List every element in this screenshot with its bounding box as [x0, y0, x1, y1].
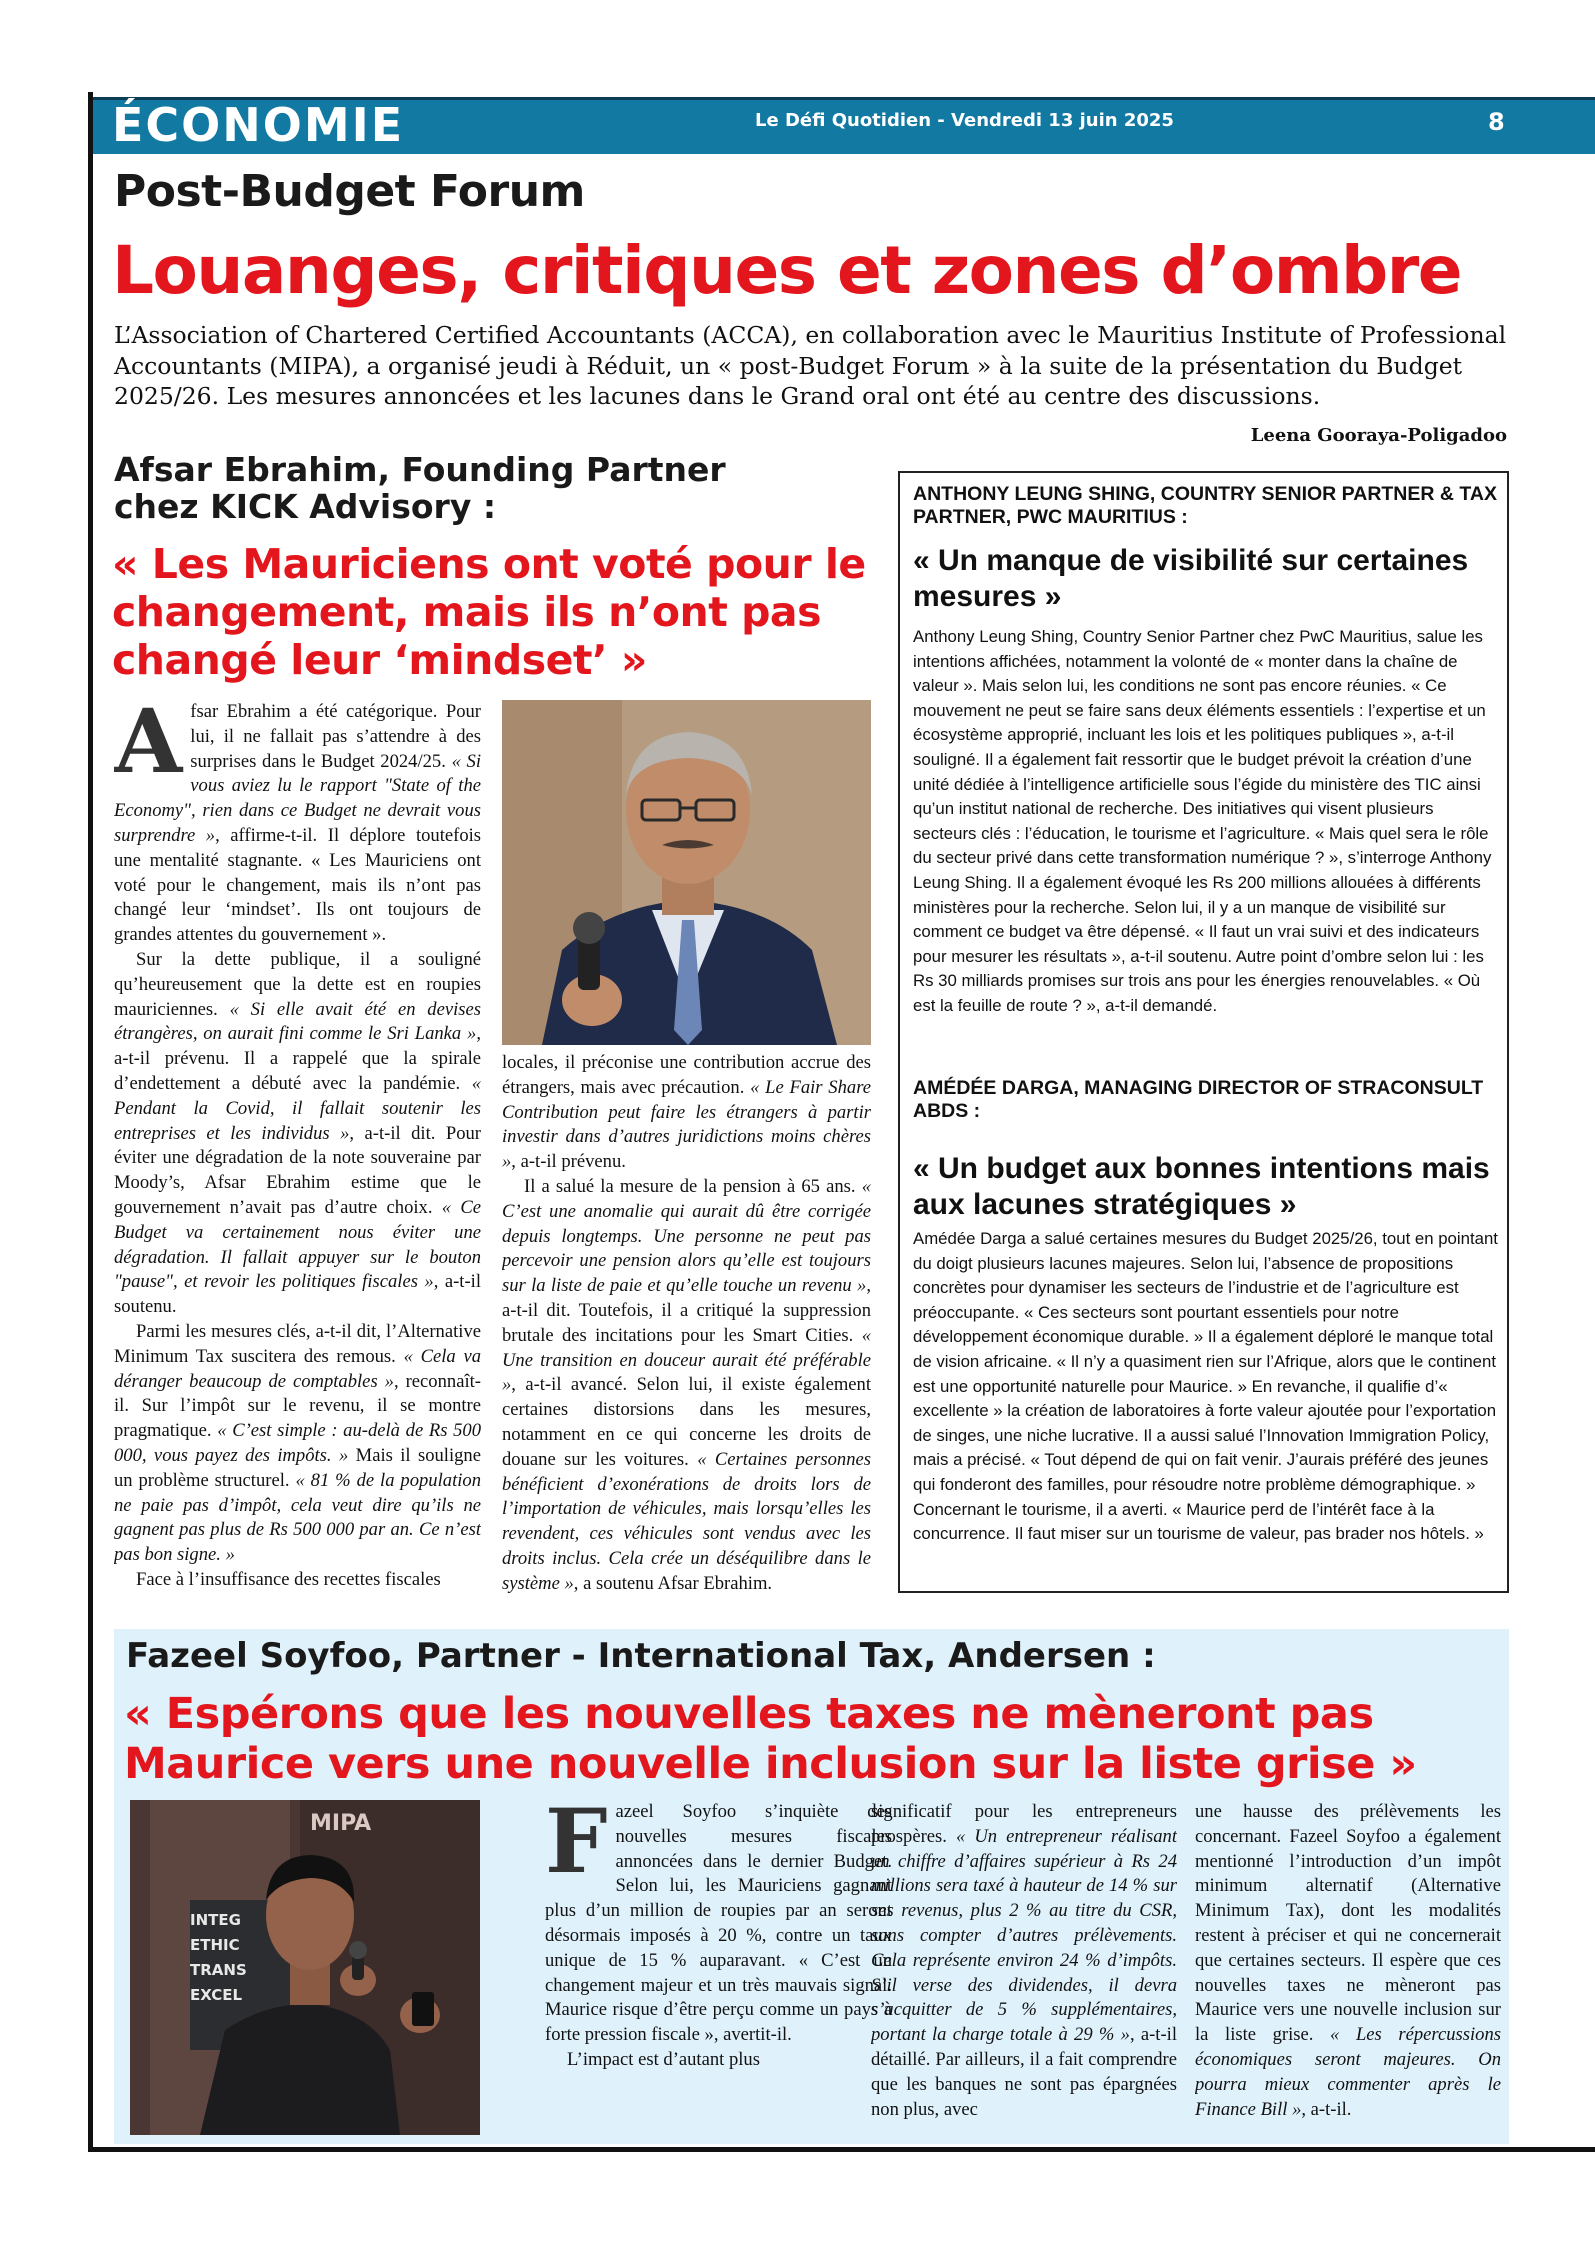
fazeel-quote-headline — [124, 1689, 1417, 1789]
afsar-speaker-line2: chez KICK Advisory : — [114, 487, 497, 526]
afsar-ebrahim-photo — [502, 700, 871, 1045]
anthony-quote: « Un manque de visibilité sur certaines mesures » — [913, 544, 1469, 613]
fazeel-section — [114, 1629, 1509, 2144]
lead-paragraph: L’Association of Chartered Certified Accountants (ACCA), en collaboration avec le Mauritius Institute of Professional Accountants (MIPA), a organisé jeudi à Réduit, un « post-Budget Forum » à la suite de la présentation du Budget 2025/26. Les mesures annoncées et les lacunes dans le Grand oral ont été au centre des discussions. — [114, 321, 1507, 410]
afsar-dropcap: A — [114, 700, 183, 793]
afsar-column-2: locales, il préconise une contribution accrue des étrangers, mais avec précaution. « Le Fair Share Contribution peut faire les étrangers à partir investir dans d’autres juridictions moins chères », a-t-il prévenu. Il a salué la mesure de la pension à 65 ans. « C’est une anomalie qui aurait dû être corrigée depuis longtemps. Une personne ne peut pas percevoir une pension alors qu’elle est toujours sur la liste de paie et qu’elle touche un revenu », a-t-il dit. Toutefois, il a critiqué la suppression brutale des incitations pour les Smart Cities. « Une transition en douceur aurait été préférable », a-t-il avancé. Selon lui, il existe également certaines distorsions dans les mesures, notamment en ce qui concerne les droits de douane sur les voitures. « Certaines personnes bénéficient d’exonérations de droits lors de l’importation de véhicules, mais lorsqu’elles les revendent, ces véhicules sont vendus avec les droits inclus. Cela crée un déséquilibre dans le système », a soutenu Afsar Ebrahim. — [502, 1052, 871, 1594]
photo-banner-text-1: INTEG — [190, 1911, 241, 1929]
afsar-speaker — [114, 451, 874, 525]
amedee-quote: « Un budget aux bonnes intentions mais aux lacunes stratégiques » — [913, 1152, 1490, 1221]
photo-backdrop-logo: MIPA — [310, 1811, 372, 1836]
kicker: Post-Budget Forum — [114, 166, 585, 217]
anthony-header: ANTHONY LEUNG SHING, COUNTRY SENIOR PARTNER & TAX PARTNER, PWC MAURITIUS : — [913, 483, 1497, 528]
anthony-body: Anthony Leung Shing, Country Senior Partner chez PwC Mauritius, salue les intentions affichées, notamment la volonté de « monter dans la chaîne de valeur ». Mais selon lui, les conditions ne sont pas encore réunies. « Ce mouvement ne peut se faire sans deux éléments essentiels : l’expertise et un écosystème approprié, incluant les lois et les politiques publiques », a-t-il souligné. Il a également fait ressortir que le budget prévoit la création d’une unité dédiée à l’intelligence artificielle sous l’égide du ministère des TIC ainsi qu’un institut national de recherche. Des initiatives qui visent plusieurs secteurs clés : l’éducation, le tourisme et l’agriculture. « Mais quel sera le rôle du secteur privé dans cette transformation numérique ? », s’interroge Anthony Leung Shing. Il a également évoqué les Rs 200 millions allouées à différents ministères pour la recherche. Selon lui, il y a un manque de visibilité sur comment ce budget va être dépensé. « Il faut un vrai suivi et des indicateurs pour mesurer les résultats », a-t-il soutenu. Autre point d’ombre selon lui : les Rs 30 milliards promises sur trois ans pour les énergies renouvelables. « Où est la feuille de route ? », a-t-il demandé. — [913, 627, 1492, 1015]
fazeel-portrait-illustration — [130, 1800, 480, 2135]
amedee-header: AMÉDÉE DARGA, MANAGING DIRECTOR OF STRACONSULT ABDS : — [913, 1077, 1484, 1122]
photo-banner-text-4: EXCEL — [190, 1986, 243, 2004]
photo-banner-text-3: TRANS — [190, 1961, 247, 1979]
sidebar-box — [898, 471, 1509, 1593]
headline: Louanges, critiques et zones d’ombre — [112, 232, 1462, 309]
fazeel-quote-line2: Maurice vers une nouvelle inclusion sur la liste grise » — [124, 1739, 1417, 1789]
afsar-column-1: Afsar Ebrahim a été catégorique. Pour lui, il ne fallait pas s’attendre à des surprises dans le Budget 2024/25. « Si vous aviez lu le rapport "State of the Economy", rien dans ce Budget ne devrait vous surprendre », affirme-t-il. Il déplore toutefois une mentalité stagnante. « Les Mauriciens ont voté pour le changement, mais ils n’ont pas changé leur ‘mindset’. Ils ont toujours de grandes attentes du gouvernement ». Sur la dette publique, il a souligné qu’heureusement que la dette est en roupies mauriciennes. « Si elle avait été en devises étrangères, on aurait fini comme le Sri Lanka », a-t-il prévenu. Il a rappelé que la spirale d’endettement a débuté avec la pandémie. « Pendant la Covid, il fallait soutenir les entreprises et les individus », a-t-il dit. Pour éviter une dégradation de la note souveraine par Moody’s, Afsar Ebrahim estime que le gouvernement n’avait pas d’autre choix. « Ce Budget va certainement nous éviter une dégradation. Il fallait appuyer sur le bouton "pause", et revoir les politiques fiscales », a-t-il soutenu. Parmi les mesures clés, a-t-il dit, l’Alternative Minimum Tax suscitera des remous. « Cela va déranger beaucoup de comptables », reconnaît-il. Sur l’impôt sur le revenu, il se montre pragmatique. « C’est simple : au-delà de Rs 500 000, vous payez des impôts. » Mais il souligne un problème structurel. « 81 % de la population ne paie pas d’impôt, cela veut dire qu’ils ne gagnent pas plus de Rs 500 000 par an. Ce n’est pas bon signe. » Face à l’insuffisance des recettes fiscales — [114, 700, 481, 1590]
fazeel-soyfoo-photo — [130, 1800, 480, 2135]
afsar-portrait-illustration — [502, 700, 871, 1045]
amedee-section — [913, 1077, 1498, 1547]
fazeel-column-3: une hausse des prélèvements les concernant. Fazeel Soyfoo a également mentionné l’introduction d’un impôt minimum alternatif (Alternative Minimum Tax), dont les modalités restent à préciser et qui ne concernerait que certaines secteurs. Il espère que ces nouvelles taxes ne mèneront pas Maurice vers une nouvelle inclusion sur la liste grise. « Les répercussions économiques seront majeures. On pourra mieux commenter après le Finance Bill », a-t-il. — [1195, 1801, 1501, 2120]
fazeel-column-1: Fazeel Soyfoo s’inquiète des nouvelles mesures fiscales annoncées dans le dernier Budget. Selon lui, les Mauriciens gagnant plus d’un million de roupies par an seront désormais imposés à 20 %, contre un taux unique de 15 % auparavant. « C’est un changement majeur et un très mauvais signal. Maurice risque d’être perçu comme un pays à forte pression fiscale », avertit-il. L’impact est d’autant plus — [545, 1800, 892, 2070]
afsar-quote-headline: « Les Mauriciens ont voté pour le changement, mais ils n’ont pas changé leur ‘mindset’ » — [112, 540, 866, 684]
afsar-speaker-line1: Afsar Ebrahim, Founding Partner — [114, 450, 726, 489]
photo-banner-text-2: ETHIC — [190, 1936, 240, 1954]
fazeel-speaker: Fazeel Soyfoo, Partner - International Tax, Andersen : — [126, 1636, 1156, 1676]
byline: Leena Gooraya-Poligadoo — [1250, 425, 1507, 446]
publication-date: Le Défi Quotidien - Vendredi 13 juin 2025 — [755, 110, 1174, 131]
amedee-body: Amédée Darga a salué certaines mesures du Budget 2025/26, tout en pointant du doigt plusieurs lacunes majeures. Selon lui, l’absence de propositions concrètes pour dynamiser les secteurs de l’industrie et de l’agriculture est préoccupante. « Ces secteurs sont pourtant essentiels pour notre développement économique durable. » Il a également déploré le manque total de vision africaine. « Il n’y a quasiment rien sur l’Afrique, alors que le continent est une opportunité naturelle pour Maurice. » En revanche, il qualifie d’« excellente » la création de laboratoires à forte valeur ajoutée pour l’exportation de singes, une niche lucrative. Il a aussi salué l’Innovation Immigration Policy, mais a précisé. « Tout dépend de qui on fait venir. J’aurais préféré des jeunes qui fonderont des familles, pour résoudre notre problème démographique. » Concernant le tourisme, il a averti. « Maurice perd de l’intérêt face à la concurrence. Il faut miser sur un tourisme de valeur, pas brader nos hôtels. » — [913, 1229, 1498, 1544]
fazeel-dropcap: F — [545, 1800, 608, 1893]
fazeel-column-2: significatif pour les entrepreneurs prospères. « Un entrepreneur réalisant un chiffre d’affaires supérieur à Rs 24 millions sera taxé à hauteur de 14 % sur ses revenus, plus 2 % au titre du CSR, sans compter d’autres prélèvements. Cela représente environ 24 % d’impôts. S’il verse des dividendes, il devra s’acquitter de 5 % supplémentaires, portant la charge totale à 29 % », a-t-il détaillé. Par ailleurs, il a fait comprendre que les banques ne sont pas épargnées non plus, avec — [871, 1801, 1177, 2120]
fazeel-quote-line1: « Espérons que les nouvelles taxes ne mèneront pas — [124, 1689, 1374, 1739]
anthony-section — [913, 483, 1498, 1019]
page-number: 8 — [1488, 108, 1505, 136]
section-title: ÉCONOMIE — [112, 98, 405, 152]
